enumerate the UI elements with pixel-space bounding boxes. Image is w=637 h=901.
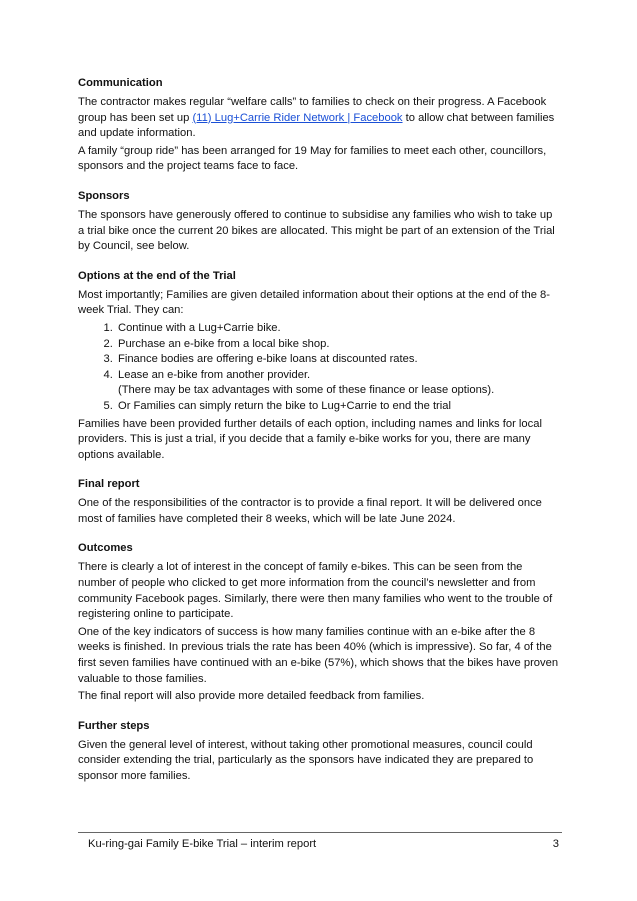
final-report-paragraph: One of the responsibilities of the contractor is to provide a final report. It will be delivered once most of families have completed their 8 weeks, which will be late June 2024. [78,497,542,525]
communication-paragraph-2: A family “group ride” has been arranged for 19 May for families to meet each other, councillors, sponsors and the project teams face to face. [78,144,547,173]
heading-outcomes: Outcomes [78,542,133,555]
list-item: 2. Purchase an e-bike from a local bike shop. [116,337,560,353]
facebook-group-link[interactable]: (11) Lug+Carrie Rider Network | Facebook [192,111,403,124]
heading-options: Options at the end of the Trial [78,269,236,282]
page-number: 3 [552,838,559,850]
section-sponsors [78,189,560,255]
section-further-steps [78,719,560,785]
heading-communication: Communication [78,77,163,89]
sponsors-paragraph: The sponsors have generously offered to continue to subsidise any families who wish to take up a trial bike once the current 20 bikes are allocated. This might be part of an extension of the Trial by Council, see below. [78,208,555,253]
heading-further-steps: Further steps [78,719,150,732]
communication-text-before-link: The contractor makes regular “welfare calls” to families to check on their progress. A Facebook group has been set up [78,96,547,124]
options-outro: Families have been provided further details of each option, including names and links for local providers. This is just a trial, if you decide that a family e-bike works for you, there are many options available. [78,417,542,461]
footer-title: Ku-ring-gai Family E-bike Trial – interim report [88,838,317,850]
options-list [78,321,560,415]
list-item: 3. Finance bodies are offering e-bike loans at discounted rates. [116,352,560,368]
outcomes-paragraph-1: There is clearly a lot of interest in the concept of family e-bikes. This can be seen from the number of people who clicked to get more information from the council’s newsletter and from community Facebook pages. Similarly, there were then many families who went to the trouble of registering online to participate. [78,561,553,621]
heading-final-report: Final report [78,478,140,491]
list-item-text: Lease an e-bike from another provider. [118,368,311,381]
section-outcomes [78,541,560,704]
outcomes-paragraph-2: One of the key indicators of success is how many families continue with an e-bike after the 8 weeks is finished. In previous trials the rate has been 40% (which is impressive). So far, 4 of the first seven families have continued with an e-bike (57%), which shows that the bikes have proven valuable to those families. [78,625,559,685]
section-options [78,269,560,464]
further-steps-paragraph: Given the general level of interest, without taking other promotional measures, council could consider extending the trial, particularly as the sponsors have indicated they are prepared to sponsor more families. [78,738,534,782]
list-item-note: (There may be tax advantages with some of these finance or lease options). [118,384,495,397]
communication-paragraph-1 [78,95,560,142]
section-final-report [78,477,560,527]
document-page [78,76,560,799]
list-item [116,368,560,399]
options-intro: Most importantly; Families are given detailed information about their options at the end of the 8-week Trial. They can: [78,288,550,317]
section-communication [78,76,560,175]
outcomes-paragraph-3: The final report will also provide more detailed feedback from families. [78,690,425,703]
page-footer [78,832,562,850]
communication-text-after-link: to allow chat between families and update information. [78,111,555,140]
heading-sponsors: Sponsors [78,189,130,202]
list-item: 1. Continue with a Lug+Carrie bike. [116,321,560,337]
list-item: 5. Or Families can simply return the bike to Lug+Carrie to end the trial [116,399,560,415]
